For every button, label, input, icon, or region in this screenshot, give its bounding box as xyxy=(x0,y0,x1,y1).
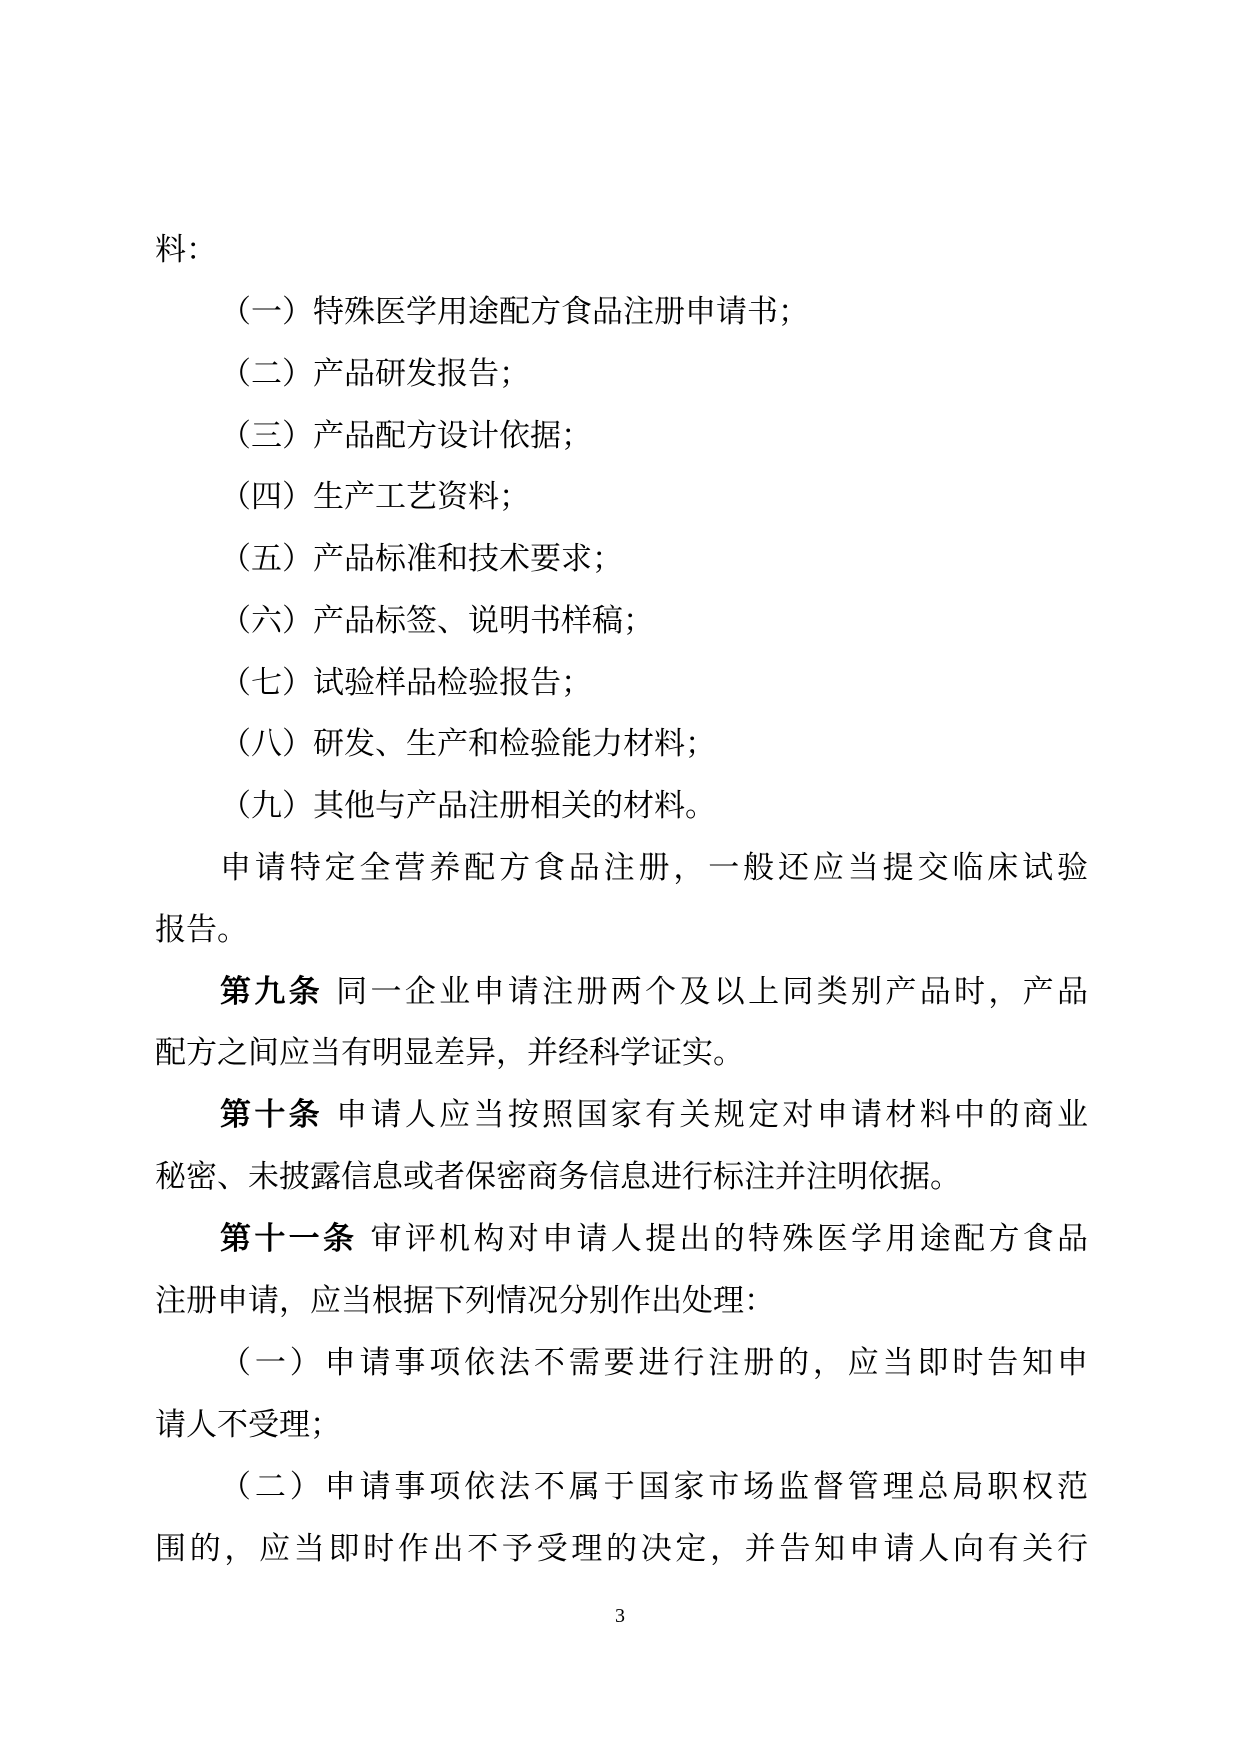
article-number: 第九条 xyxy=(220,974,323,1010)
article-text: 审评机构对申请人提出的特殊医学用途配方食品 xyxy=(357,1221,1089,1257)
paragraph-line: 报告。 xyxy=(155,912,248,948)
article-text: 同一企业申请注册两个及以上同类别产品时，产品 xyxy=(322,974,1088,1010)
page-number: 3 xyxy=(615,1605,625,1627)
paragraph-line: 秘密、未披露信息或者保密商务信息进行标注并注明依据。 xyxy=(155,1159,961,1195)
article-number: 第十一条 xyxy=(220,1221,358,1257)
list-item: （五）产品标准和技术要求； xyxy=(220,541,623,577)
article-10-first-line xyxy=(220,1095,1088,1135)
list-item: （四）生产工艺资料； xyxy=(220,479,530,515)
article-number: 第十条 xyxy=(220,1097,323,1133)
paragraph-line: 配方之间应当有明显差异，并经科学证实。 xyxy=(155,1035,744,1071)
paragraph-line: 围的，应当即时作出不予受理的决定，并告知申请人向有关行 xyxy=(155,1531,1088,1567)
paragraph-line: 请人不受理； xyxy=(155,1407,341,1443)
list-item: （二）申请事项依法不属于国家市场监督管理总局职权范 xyxy=(220,1469,1088,1505)
text-line: 料： xyxy=(155,232,217,268)
article-text: 申请人应当按照国家有关规定对申请材料中的商业 xyxy=(322,1097,1088,1133)
list-item: （九）其他与产品注册相关的材料。 xyxy=(220,788,716,824)
article-9-first-line xyxy=(220,972,1088,1012)
list-item: （二）产品研发报告； xyxy=(220,356,530,392)
list-item: （六）产品标签、说明书样稿； xyxy=(220,603,654,639)
article-11-first-line xyxy=(220,1219,1088,1259)
list-item: （七）试验样品检验报告； xyxy=(220,665,592,701)
list-item: （三）产品配方设计依据； xyxy=(220,418,592,454)
list-item: （八）研发、生产和检验能力材料； xyxy=(220,726,716,762)
paragraph-line: 注册申请，应当根据下列情况分别作出处理： xyxy=(155,1283,775,1319)
list-item: （一）特殊医学用途配方食品注册申请书； xyxy=(220,294,809,330)
paragraph-line: 申请特定全营养配方食品注册，一般还应当提交临床试验 xyxy=(220,850,1088,886)
list-item: （一）申请事项依法不需要进行注册的，应当即时告知申 xyxy=(220,1345,1088,1381)
